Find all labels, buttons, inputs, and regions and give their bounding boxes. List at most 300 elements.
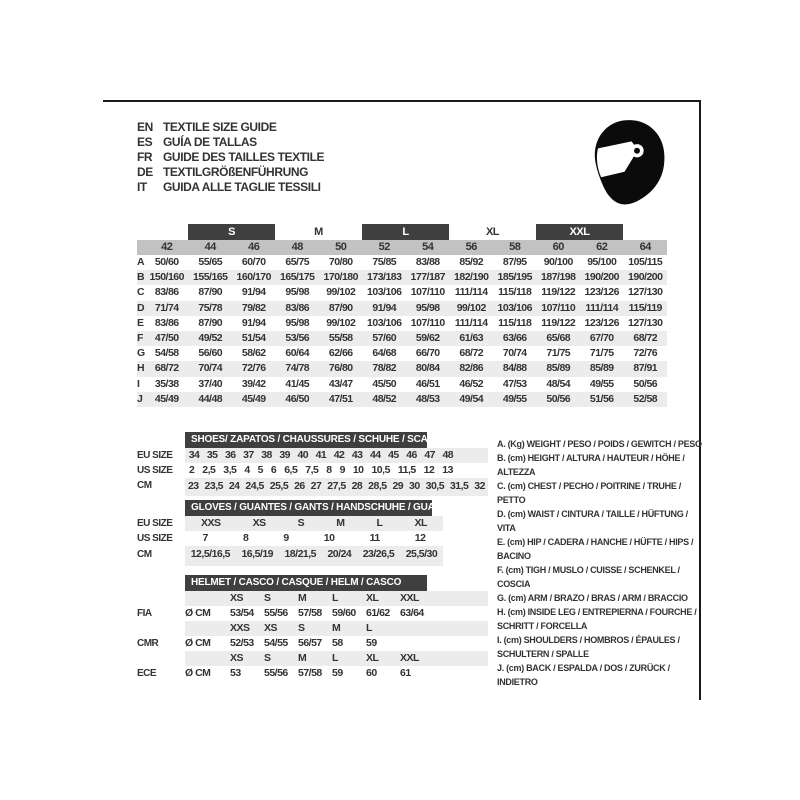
row-letter: H (137, 362, 145, 375)
size-value-cell: 68/72 (633, 331, 658, 344)
size-value-cell: 70/80 (328, 256, 353, 268)
size-value-cell: 119/122 (541, 286, 576, 299)
glove-size-cell: XXS (201, 517, 221, 529)
shoe-size-cell: 28 (351, 480, 363, 492)
size-header-cell: 64 (639, 241, 651, 253)
diameter-unit: Ø CM (185, 667, 211, 679)
size-value-cell: 111/114 (454, 286, 488, 299)
size-value-cell: 61/63 (459, 331, 484, 344)
size-value-cell: 103/106 (497, 301, 532, 314)
shoe-size-cell: 12 (423, 464, 435, 476)
racing-helmet-icon (591, 115, 669, 213)
row-letter: F (137, 331, 143, 344)
size-value-cell: 48/53 (415, 392, 440, 405)
size-value-cell: 85/89 (589, 362, 614, 375)
size-value-cell: 48/52 (372, 392, 397, 405)
size-value-cell: 63/66 (502, 331, 527, 344)
shoes-row (137, 448, 488, 463)
size-value-cell: 155/165 (193, 271, 228, 284)
row-values (185, 531, 443, 546)
size-value-cell: 103/106 (367, 286, 402, 299)
shoe-size-cell: 25,5 (269, 480, 289, 492)
size-value-cell: 52/58 (633, 392, 658, 405)
size-value-cell: 47/50 (154, 331, 179, 344)
helmet-size-label: M (298, 592, 307, 604)
size-value-cell: 59/62 (415, 331, 440, 344)
size-value-cell: 71/75 (546, 347, 571, 360)
legend-item: D. (cm) WAIST / CINTURA / TAILLE / HÜFTUNG / VITA (497, 509, 688, 533)
size-value-cell: 35/38 (154, 377, 179, 390)
helmet-values-stripe (185, 636, 488, 651)
size-header-cell: 58 (509, 241, 521, 253)
helmet-size-value: 57/58 (298, 667, 322, 679)
helmet-size-label: XS (230, 592, 244, 604)
size-value-cell: 45/49 (241, 392, 266, 405)
shoe-size-cell: 27,5 (327, 480, 346, 492)
helmet-size-value: 59 (366, 637, 377, 649)
size-value-cell: 87/95 (502, 256, 527, 268)
size-value-cell: 79/82 (241, 301, 266, 314)
size-value-cell: 107/110 (541, 301, 576, 314)
glove-size-cell: 16,5/19 (241, 548, 274, 560)
size-value-cell: 150/160 (149, 271, 184, 284)
size-value-cell: 105/115 (628, 256, 663, 268)
size-value-cell: 75/78 (198, 301, 223, 314)
size-value-cell: 55/58 (328, 331, 353, 344)
size-value-cell: 78/82 (372, 362, 397, 375)
size-value-cell: 46/51 (415, 377, 440, 390)
size-header-cell: 62 (596, 241, 608, 253)
helmet-size-value: 61/62 (366, 607, 390, 619)
size-value-cell: 70/74 (502, 347, 527, 360)
size-value-cell: 107/110 (410, 286, 445, 299)
row-letter: E (137, 316, 144, 329)
language-title: TEXTILGRÖßENFÜHRUNG (163, 165, 309, 179)
glove-size-cell: 9 (283, 532, 289, 544)
helmet-standard-label: FIA (137, 608, 152, 619)
size-header-cell: 52 (378, 241, 390, 253)
size-value-cell: 71/75 (589, 347, 614, 360)
size-value-cell: 51/56 (589, 392, 614, 405)
gloves-row (137, 531, 443, 546)
helmet-values-stripe (185, 606, 488, 621)
glove-size-cell: 20/24 (327, 548, 352, 560)
size-value-cell: 72/76 (241, 362, 266, 375)
spacer (137, 240, 145, 255)
shoe-size-cell: 41 (315, 449, 327, 461)
glove-size-cell: 10 (323, 532, 335, 544)
helmet-size-label: S (298, 622, 305, 634)
shoe-size-cell: 35 (206, 449, 218, 461)
size-value-cell: 49/52 (198, 331, 223, 344)
size-table-row (137, 285, 667, 300)
glove-size-cell: S (297, 517, 305, 529)
glove-size-cell: 25,5/30 (405, 548, 438, 560)
size-value-cell: 177/187 (410, 271, 445, 284)
helmet-title-bar: HELMET / CASCO / CASQUE / HELM / CASCO (185, 575, 427, 591)
size-value-cell: 71/74 (154, 301, 179, 314)
shoe-size-cell: 39 (279, 449, 291, 461)
size-table-row (137, 316, 667, 331)
helmet-sizes-stripe (185, 621, 488, 636)
row-letter: I (137, 377, 140, 390)
spacer (185, 651, 230, 666)
legend-item: I. (cm) SHOULDERS / HOMBROS / ÉPAULES / SCHULTERN / SPALLE (497, 635, 680, 659)
shoe-size-cell: 42 (333, 449, 345, 461)
size-value-cell: 37/40 (198, 377, 223, 390)
size-header-cell: 50 (335, 241, 347, 253)
measurement-legend (497, 437, 702, 689)
size-value-cell: 95/98 (285, 316, 310, 329)
size-header-cell: 60 (552, 241, 564, 253)
size-header-row (137, 240, 667, 255)
glove-size-cell: XS (252, 517, 266, 529)
helmet-size-label: XL (366, 652, 379, 664)
row-letter: G (137, 347, 145, 360)
size-value-cell: 50/56 (633, 377, 658, 390)
row-letter: C (137, 286, 145, 299)
size-value-cell: 45/49 (154, 392, 179, 405)
language-row (137, 180, 324, 195)
helmet-size-label: XS (230, 652, 244, 664)
gloves-size-table (137, 500, 451, 566)
row-values-stripe (185, 546, 443, 566)
shoe-size-cell: 37 (243, 449, 254, 461)
row-values-stripe (185, 478, 488, 496)
size-group-xxl: XXL (536, 224, 623, 240)
row-label: US SIZE (137, 533, 173, 544)
size-value-cell: 80/84 (415, 362, 440, 375)
shoe-size-cell: 43 (351, 449, 363, 461)
shoe-size-cell: 47 (424, 449, 436, 461)
size-value-cell: 119/122 (541, 316, 576, 329)
helmet-sizes-stripe (185, 651, 488, 666)
helmet-standard-label: CMR (137, 638, 159, 649)
size-header-cell: 42 (161, 241, 173, 253)
legend-item: H. (cm) INSIDE LEG / ENTREPIERNA / FOURCHE / SCHRITT / FORCELLA (497, 607, 697, 631)
size-value-cell: 99/102 (456, 301, 486, 314)
size-value-cell: 83/86 (154, 316, 179, 329)
language-row (137, 135, 324, 150)
language-code: DE (137, 165, 153, 179)
shoe-size-cell: 23 (187, 480, 199, 492)
helmet-value-row (137, 636, 488, 651)
size-header-cell: 48 (291, 241, 303, 253)
size-value-cell: 185/195 (497, 271, 532, 284)
row-label: CM (137, 480, 152, 491)
language-row (137, 120, 324, 135)
helmet-values-stripe (185, 666, 488, 684)
legend-item: F. (cm) TIGH / MUSLO / CUISSE / SCHENKEL / COSCIA (497, 565, 680, 589)
shoes-title-bar: SHOES/ ZAPATOS / CHAUSSURES / SCHUHE / SCARPE (185, 432, 427, 448)
spacer (623, 224, 667, 240)
size-value-cell: 95/100 (587, 256, 617, 268)
shoe-size-cell: 38 (261, 449, 272, 461)
size-header-cell: 44 (204, 241, 216, 253)
shoe-size-cell: 36 (224, 449, 236, 461)
size-table-row (137, 361, 667, 376)
size-value-cell: 60/64 (285, 347, 310, 360)
shoes-row (137, 478, 488, 496)
helmet-size-value: 55/56 (264, 607, 288, 619)
size-value-cell: 84/88 (502, 362, 527, 375)
size-value-cell: 67/70 (589, 331, 614, 344)
shoe-size-cell: 2,5 (202, 464, 216, 476)
size-table-row (137, 377, 667, 392)
size-header-cell: 56 (465, 241, 477, 253)
helmet-sections (137, 591, 488, 684)
helmet-size-value: 63/64 (400, 607, 424, 619)
row-values (185, 546, 443, 566)
size-value-cell: 123/126 (584, 286, 619, 299)
language-title: TEXTILE SIZE GUIDE (163, 120, 277, 134)
language-code: EN (137, 120, 153, 134)
shoe-size-cell: 28,5 (368, 480, 387, 492)
row-values (185, 478, 488, 496)
size-value-cell: 111/114 (454, 316, 488, 329)
legend-item: G. (cm) ARM / BRAZO / BRAS / ARM / BRACCIO (497, 593, 688, 603)
glove-size-cell: 12,5/16,5 (190, 548, 231, 560)
helmet-size-value: 61 (400, 667, 411, 679)
size-value-cell: 68/72 (459, 347, 484, 360)
size-value-cell: 187/198 (541, 271, 576, 284)
size-value-cell: 75/85 (372, 256, 397, 268)
row-label: US SIZE (137, 465, 173, 476)
row-values (185, 463, 457, 478)
language-code: FR (137, 150, 153, 164)
shoe-size-cell: 31,5 (449, 480, 469, 492)
size-group-m: M (314, 226, 323, 238)
size-value-cell: 76/80 (328, 362, 353, 375)
shoe-size-cell: 6 (270, 464, 277, 476)
legend-item: C. (cm) CHEST / PECHO / POITRINE / TRUHE / PETTO (497, 481, 681, 505)
glove-size-cell: XL (414, 517, 427, 529)
size-value-cell: 58/62 (241, 347, 266, 360)
helmet-size-label: L (332, 652, 338, 664)
helmet-size-label: XXL (400, 652, 419, 664)
size-table-row (137, 331, 667, 346)
size-value-cell: 49/55 (589, 377, 614, 390)
shoe-size-cell: 13 (442, 464, 453, 476)
row-values-stripe (185, 448, 488, 463)
gloves-rows (137, 516, 443, 566)
helmet-size-label: XL (366, 592, 379, 604)
size-header-cell: 46 (248, 241, 260, 253)
size-value-cell: 83/88 (415, 256, 440, 268)
helmet-section (137, 651, 488, 684)
row-label: CM (137, 549, 152, 560)
size-value-cell: 41/45 (285, 377, 310, 390)
helmet-size-value: 57/58 (298, 607, 322, 619)
size-value-cell: 173/183 (367, 271, 402, 284)
gloves-title-bar: GLOVES / GUANTES / GANTS / HANDSCHUHE / GUANTI (185, 500, 432, 516)
size-value-cell: 74/78 (285, 362, 310, 375)
shoe-size-cell: 40 (297, 449, 309, 461)
shoe-size-cell: 45 (388, 449, 399, 461)
size-value-cell: 85/92 (459, 256, 484, 268)
shoe-size-cell: 26 (294, 480, 305, 492)
helmet-size-value: 59 (332, 667, 343, 679)
size-value-cell: 107/110 (410, 316, 445, 329)
helmet-size-label: L (332, 592, 338, 604)
shoe-size-cell: 6,5 (284, 464, 298, 476)
helmet-size-value: 53 (230, 667, 241, 679)
shoe-size-cell: 48 (442, 449, 454, 461)
helmet-size-value: 54/55 (264, 637, 288, 649)
glove-size-cell: M (336, 517, 345, 529)
size-table-row (137, 255, 667, 270)
size-value-cell: 47/51 (328, 392, 353, 405)
helmet-size-label: M (332, 622, 341, 634)
shoe-size-cell: 9 (339, 464, 345, 476)
size-value-cell: 47/53 (502, 377, 527, 390)
size-value-cell: 49/54 (459, 392, 484, 405)
size-value-cell: 49/55 (502, 392, 527, 405)
size-value-cell: 160/170 (236, 271, 271, 284)
size-group-xl: XL (485, 226, 500, 238)
size-value-cell: 87/90 (198, 316, 223, 329)
helmet-sizes-stripe (185, 591, 488, 606)
helmet-size-value: 52/53 (230, 637, 254, 649)
main-size-table (137, 224, 667, 407)
helmet-size-row (137, 591, 488, 606)
shoe-size-cell: 30 (409, 480, 420, 492)
size-value-cell: 95/98 (285, 286, 310, 299)
glove-size-cell: L (376, 517, 383, 529)
helmet-standard-label: ECE (137, 668, 157, 679)
glove-size-cell: 12 (414, 532, 426, 544)
size-value-cell: 46/52 (459, 377, 484, 390)
shoe-size-cell: 7,5 (305, 464, 319, 476)
helmet-size-label: S (264, 592, 271, 604)
spacer (185, 591, 230, 606)
size-value-cell: 115/118 (498, 316, 532, 329)
size-value-cell: 115/118 (498, 286, 532, 299)
size-value-cell: 48/54 (546, 377, 571, 390)
helmet-value-row (137, 666, 488, 684)
size-value-cell: 68/72 (154, 362, 179, 375)
helmet-size-label: S (264, 652, 271, 664)
helmet-size-label: L (366, 622, 372, 634)
size-value-cell: 82/86 (459, 362, 484, 375)
row-values-stripe (185, 463, 488, 478)
shoe-size-cell: 24,5 (245, 480, 264, 492)
glove-size-cell: 8 (242, 532, 249, 544)
size-value-cell: 56/60 (198, 347, 223, 360)
size-value-cell: 43/47 (328, 377, 353, 390)
size-value-cell: 115/119 (628, 301, 662, 314)
size-value-cell: 72/76 (633, 347, 658, 360)
size-value-cell: 45/50 (372, 377, 397, 390)
size-value-cell: 95/98 (415, 301, 440, 314)
legend-item: J. (cm) BACK / ESPALDA / DOS / ZURÜCK / INDIETRO (497, 663, 670, 687)
helmet-size-value: 53/54 (230, 607, 254, 619)
diameter-unit: Ø CM (185, 607, 211, 619)
helmet-size-table (137, 575, 488, 684)
size-table-row (137, 270, 667, 285)
size-value-cell: 103/106 (367, 316, 402, 329)
language-title: GUIDA ALLE TAGLIE TESSILI (163, 180, 321, 194)
helmet-size-label: XXL (400, 592, 419, 604)
row-values-stripe (185, 516, 443, 531)
gloves-row (137, 516, 443, 531)
size-value-cell: 57/60 (372, 331, 397, 344)
helmet-size-label: M (298, 652, 307, 664)
legend-item: E. (cm) HIP / CADERA / HANCHE / HÜFTE / HIPS / BACINO (497, 537, 694, 561)
shoe-size-cell: 44 (369, 449, 381, 461)
language-row (137, 150, 324, 165)
gloves-row (137, 546, 443, 566)
size-value-cell: 83/86 (285, 301, 310, 314)
size-value-cell: 91/94 (241, 316, 266, 329)
row-letter: J (137, 392, 143, 405)
row-values (185, 516, 443, 531)
shoes-rows (137, 448, 488, 496)
language-title: GUIDE DES TAILLES TEXTILE (163, 150, 325, 164)
helmet-size-row (137, 651, 488, 666)
size-table-row (137, 301, 667, 316)
size-value-cell: 90/100 (543, 256, 573, 268)
diameter-unit: Ø CM (185, 637, 211, 649)
size-value-cell: 44/48 (198, 392, 223, 405)
size-value-cell: 46/50 (285, 392, 310, 405)
spacer (137, 621, 185, 636)
size-value-cell: 99/102 (326, 286, 356, 299)
row-values (185, 448, 457, 463)
glove-size-cell: 18/21,5 (284, 548, 317, 560)
size-value-cell: 91/94 (241, 286, 266, 299)
language-row (137, 165, 324, 180)
shoe-size-cell: 11,5 (397, 464, 416, 476)
glove-size-cell: 11 (369, 532, 380, 544)
spacer (137, 591, 185, 606)
size-value-cell: 50/56 (546, 392, 571, 405)
shoe-size-cell: 30,5 (425, 480, 445, 492)
size-value-cell: 70/74 (198, 362, 223, 375)
size-value-cell: 65/75 (285, 256, 310, 268)
size-table-row (137, 392, 667, 407)
size-value-cell: 87/91 (633, 362, 658, 375)
language-code: ES (137, 135, 153, 149)
spacer (137, 651, 185, 666)
legend-item: B. (cm) HEIGHT / ALTURA / HAUTEUR / HÖHE / ALTEZZA (497, 453, 685, 477)
helmet-size-row (137, 621, 488, 636)
size-value-cell: 39/42 (241, 377, 266, 390)
size-value-cell: 55/65 (198, 256, 223, 268)
size-value-cell: 87/90 (328, 301, 353, 314)
helmet-size-label: XXS (230, 622, 250, 634)
row-values-stripe (185, 531, 443, 546)
language-list (137, 120, 324, 195)
size-value-cell: 99/102 (326, 316, 356, 329)
helmet-size-value: 59/60 (332, 607, 356, 619)
shoe-size-cell: 4 (244, 464, 250, 476)
size-value-cell: 190/200 (584, 271, 619, 284)
shoe-size-cell: 10,5 (371, 464, 390, 476)
size-value-cell: 50/60 (154, 256, 179, 268)
row-letter: D (137, 301, 145, 314)
helmet-size-label: XS (264, 622, 278, 634)
row-label: EU SIZE (137, 518, 173, 529)
size-value-cell: 127/130 (628, 316, 663, 329)
size-value-cell: 62/66 (328, 347, 353, 360)
language-code: IT (137, 180, 147, 194)
size-value-cell: 170/180 (323, 271, 358, 284)
size-value-cell: 91/94 (372, 301, 397, 314)
helmet-size-value: 56/57 (298, 637, 322, 649)
size-value-cell: 53/56 (285, 331, 310, 344)
helmet-section (137, 591, 488, 621)
